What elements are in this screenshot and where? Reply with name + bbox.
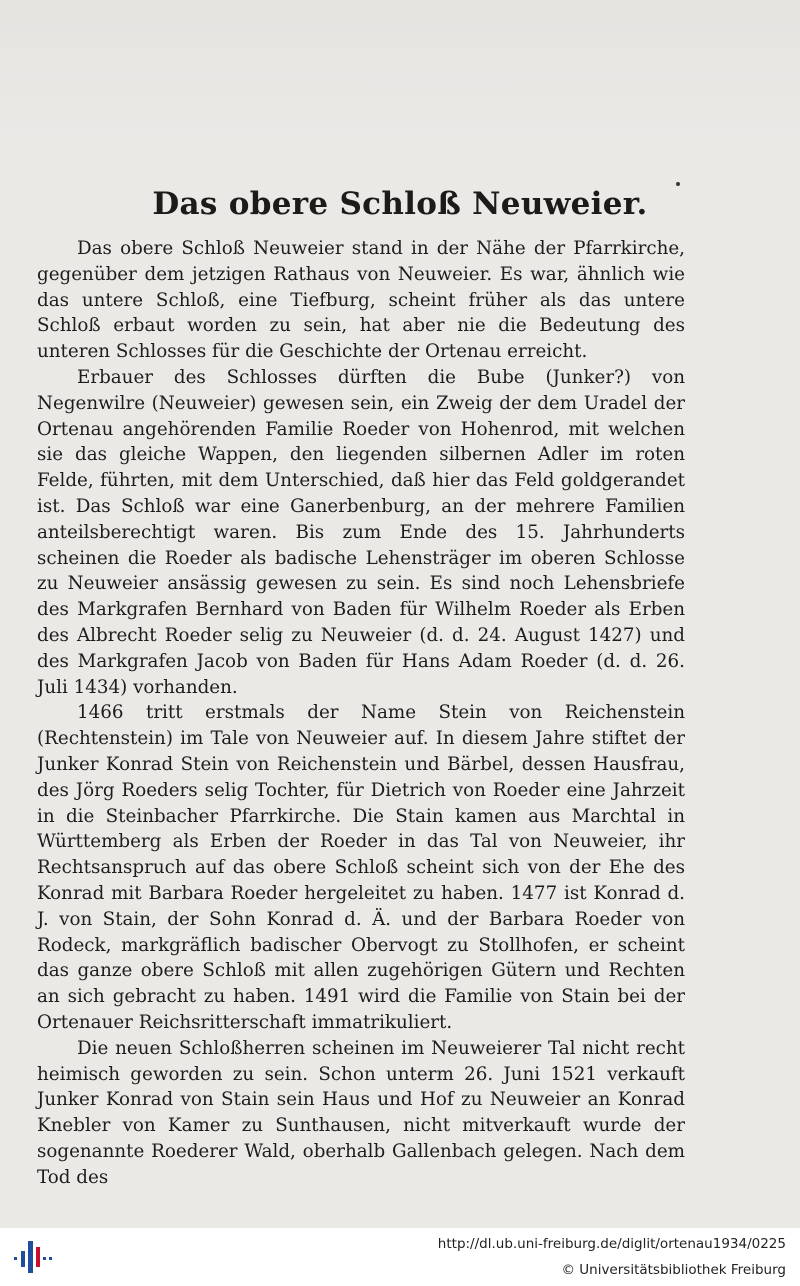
paragraph-2: Erbauer des Schlosses dürften die Bube (Junker?) von Negenwilre (Neuweier) gewesen sein, ein Zweig der dem Uradel der Ortenau angehörenden Familie Roeder von Hohenrod, mit welchen sie das gleiche Wappen, den liegenden silbernen Adler im roten Felde, führten, mit dem Unterschied, daß hier das Feld goldgerandet ist. Das Schloß war eine Ganerbenburg, an der mehrere Familien anteilsberechtigt waren. Bis zum Ende des 15. Jahrhunderts scheinen die Roeder als badische Lehensträger im oberen Schlosse zu Neuweier ansässig gewesen zu sein. Es sind noch Lehensbriefe des Markgrafen Bernhard von Baden für Wilhelm Roeder als Erben des Albrecht Roeder selig zu Neuweier (d. d. 24. August 1427) und des Markgrafen Jacob von Baden für Hans Adam Roeder (d. d. 26. Juli 1434) vorhanden. bbox=[37, 366, 685, 698]
page-title: Das obere Schloß Neuweier. bbox=[152, 186, 648, 222]
copyright-notice: © Universitätsbibliothek Freiburg bbox=[561, 1262, 786, 1278]
viewer-footer bbox=[0, 1228, 800, 1286]
paragraph-3: 1466 tritt erstmals der Name Stein von Reichenstein (Rechtenstein) im Tale von Neuweier auf. In diesem Jahre stiftet der Junker Konrad Stein von Reichenstein und Bärbel, dessen Hausfrau, des Jörg Roeders selig Tochter, für Dietrich von Roeder eine Jahrzeit in die Steinbacher Pfarrkirche. Die Stain kamen aus Marchtal in Württemberg als Erben der Roeder in das Tal von Neuweier, ihr Rechtsanspruch auf das obere Schloß scheint sich von der Ehe des Konrad mit Barbara Roeder hergeleitet zu haben. 1477 ist Konrad d. J. von Stain, der Sohn Konrad d. Ä. und der Barbara Roeder von Rodeck, markgräflich badischer Obervogt zu Stollhofen, er scheint das ganze obere Schloß mit allen zugehörigen Gütern und Rechten an sich gebracht zu haben. 1491 wird die Familie von Stain bei der Ortenauer Reichsritterschaft immatrikuliert. bbox=[37, 702, 685, 1033]
permalink-url[interactable]: http://dl.ub.uni-freiburg.de/diglit/ortenau1934/0225 bbox=[437, 1236, 786, 1252]
body-text bbox=[37, 236, 685, 1190]
paragraph-1: Das obere Schloß Neuweier stand in der Nähe der Pfarrkirche, gegenüber dem jetzigen Rathaus von Neuweier. Es war, ähnlich wie das untere Schloß, eine Tiefburg, scheint früher als das untere Schloß erbaut worden zu sein, hat aber nie die Bedeutung des unteren Schlosses für die Geschichte der Ortenau erreicht. bbox=[37, 238, 685, 363]
ub-freiburg-logo-icon bbox=[12, 1237, 56, 1277]
show-through-shadow bbox=[0, 0, 800, 140]
paragraph-4: Die neuen Schloßherren scheinen im Neuweierer Tal nicht recht heimisch geworden zu sein. Schon unterm 26. Juni 1521 verkauft Junker Konrad von Stain sein Haus und Hof zu Neuweier an Konrad Knebler von Kamer zu Sunthausen, nicht mitverkauft wurde der sogenannte Roederer Wald, oberhalb Gallenbach gelegen. Nach dem Tod des bbox=[37, 1037, 685, 1188]
